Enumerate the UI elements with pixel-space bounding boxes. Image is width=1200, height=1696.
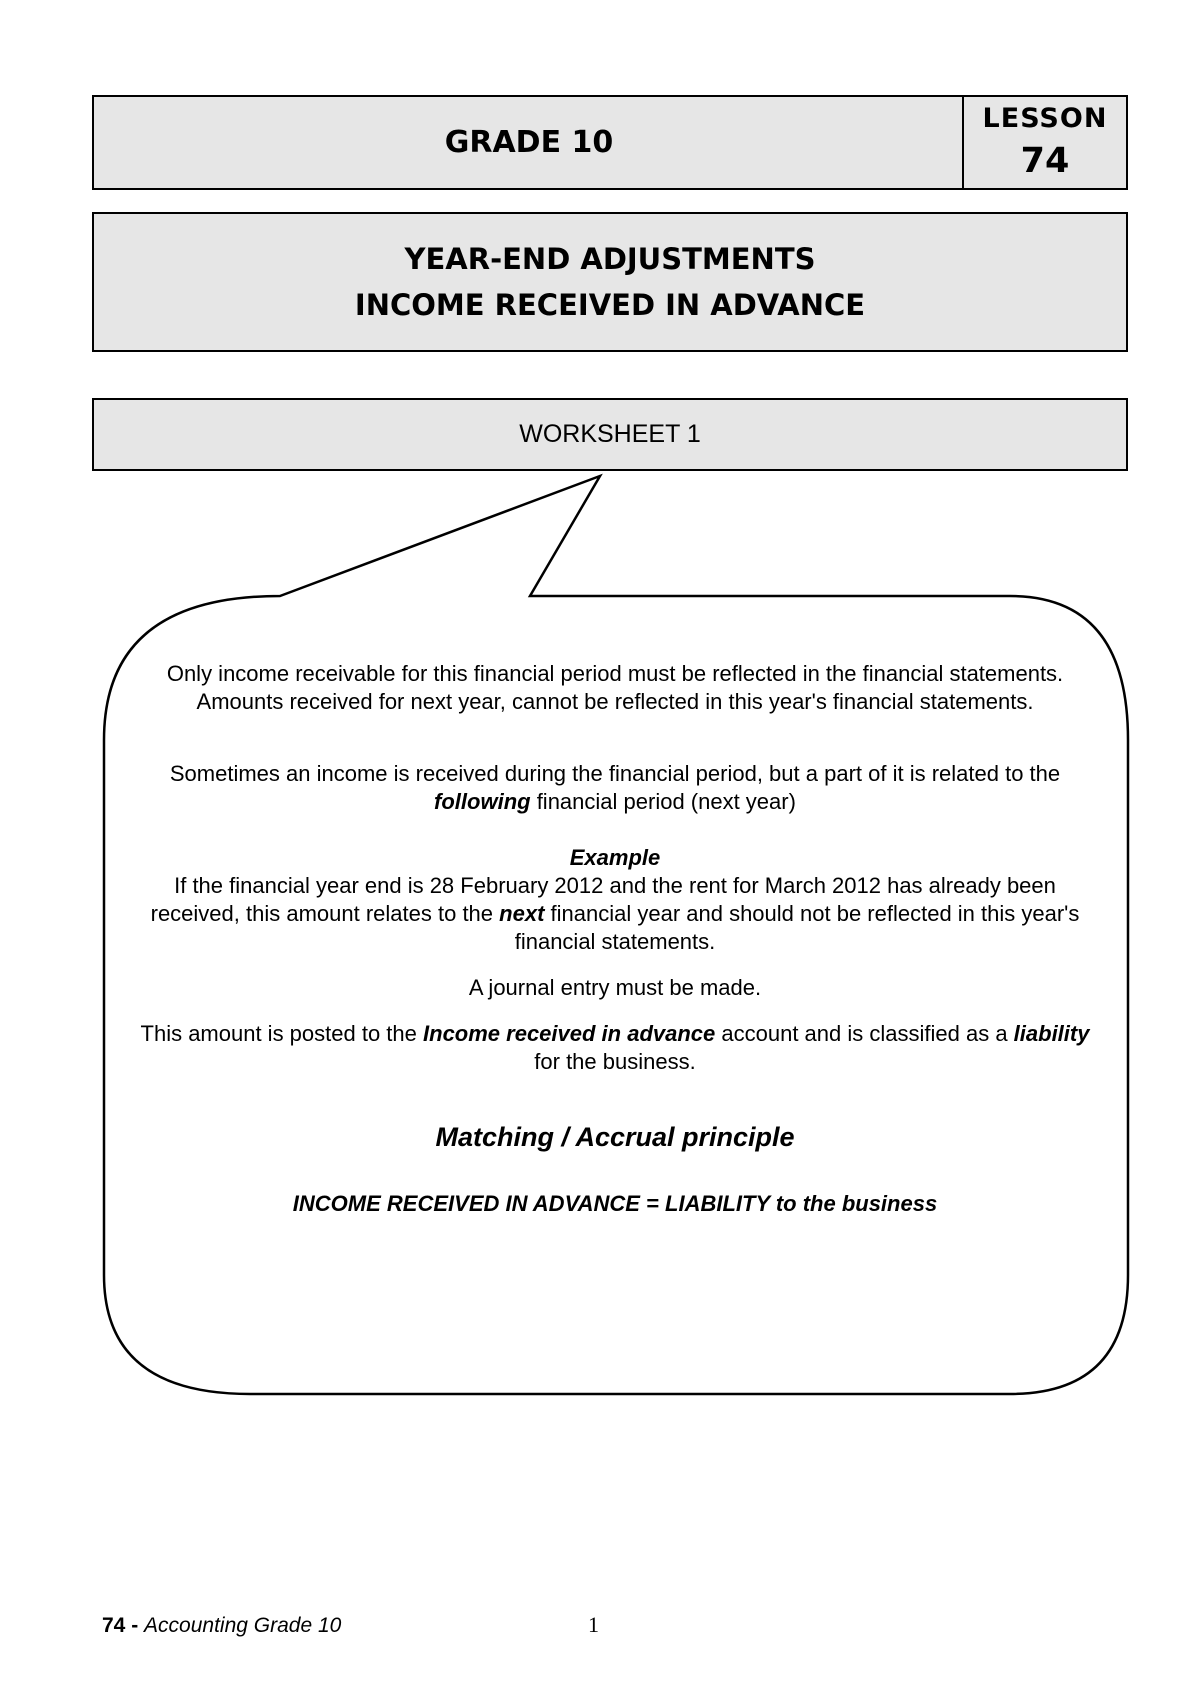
grade-title: GRADE 10 bbox=[444, 125, 614, 160]
following-emphasis: following bbox=[434, 789, 531, 814]
lesson-number: 74 bbox=[1020, 141, 1070, 181]
title-line-2: INCOME RECEIVED IN ADVANCE bbox=[354, 288, 866, 322]
journal-line: A journal entry must be made. bbox=[468, 975, 762, 1000]
worksheet-label: WORKSHEET 1 bbox=[519, 420, 701, 448]
title-line-1: YEAR-END ADJUSTMENTS bbox=[404, 242, 816, 276]
footer-lesson-number: 74 - bbox=[102, 1614, 139, 1637]
example-heading: Example bbox=[569, 845, 661, 870]
posted-paragraph: This amount is posted to the Income received in advance account and is classified as a liability for the business. bbox=[140, 1021, 1090, 1074]
page-number: 1 bbox=[588, 1612, 599, 1637]
bubble-content bbox=[130, 660, 1100, 1218]
income-received-emphasis: Income received in advance bbox=[423, 1021, 716, 1046]
footer-label bbox=[102, 1614, 341, 1638]
sometimes-paragraph: Sometimes an income is received during the financial period, but a part of it is related to the following financial period (next year) bbox=[169, 761, 1061, 814]
summary-line: INCOME RECEIVED IN ADVANCE = LIABILITY to the business bbox=[292, 1191, 938, 1216]
footer-course: Accounting Grade 10 bbox=[144, 1614, 342, 1637]
lesson-label: LESSON bbox=[982, 103, 1108, 134]
matching-principle-heading: Matching / Accrual principle bbox=[435, 1122, 795, 1152]
liability-emphasis: liability bbox=[1013, 1021, 1090, 1046]
next-emphasis: next bbox=[499, 901, 545, 926]
example-paragraph: If the financial year end is 28 February 2012 and the rent for March 2012 has already been received, this amount relates to the next financial year and should not be reflected in this year's financial statements. bbox=[150, 873, 1080, 954]
intro-paragraph: Only income receivable for this financial period must be reflected in the financial statements. Amounts received for next year, cannot be reflected in this year's financial statements. bbox=[166, 661, 1064, 714]
